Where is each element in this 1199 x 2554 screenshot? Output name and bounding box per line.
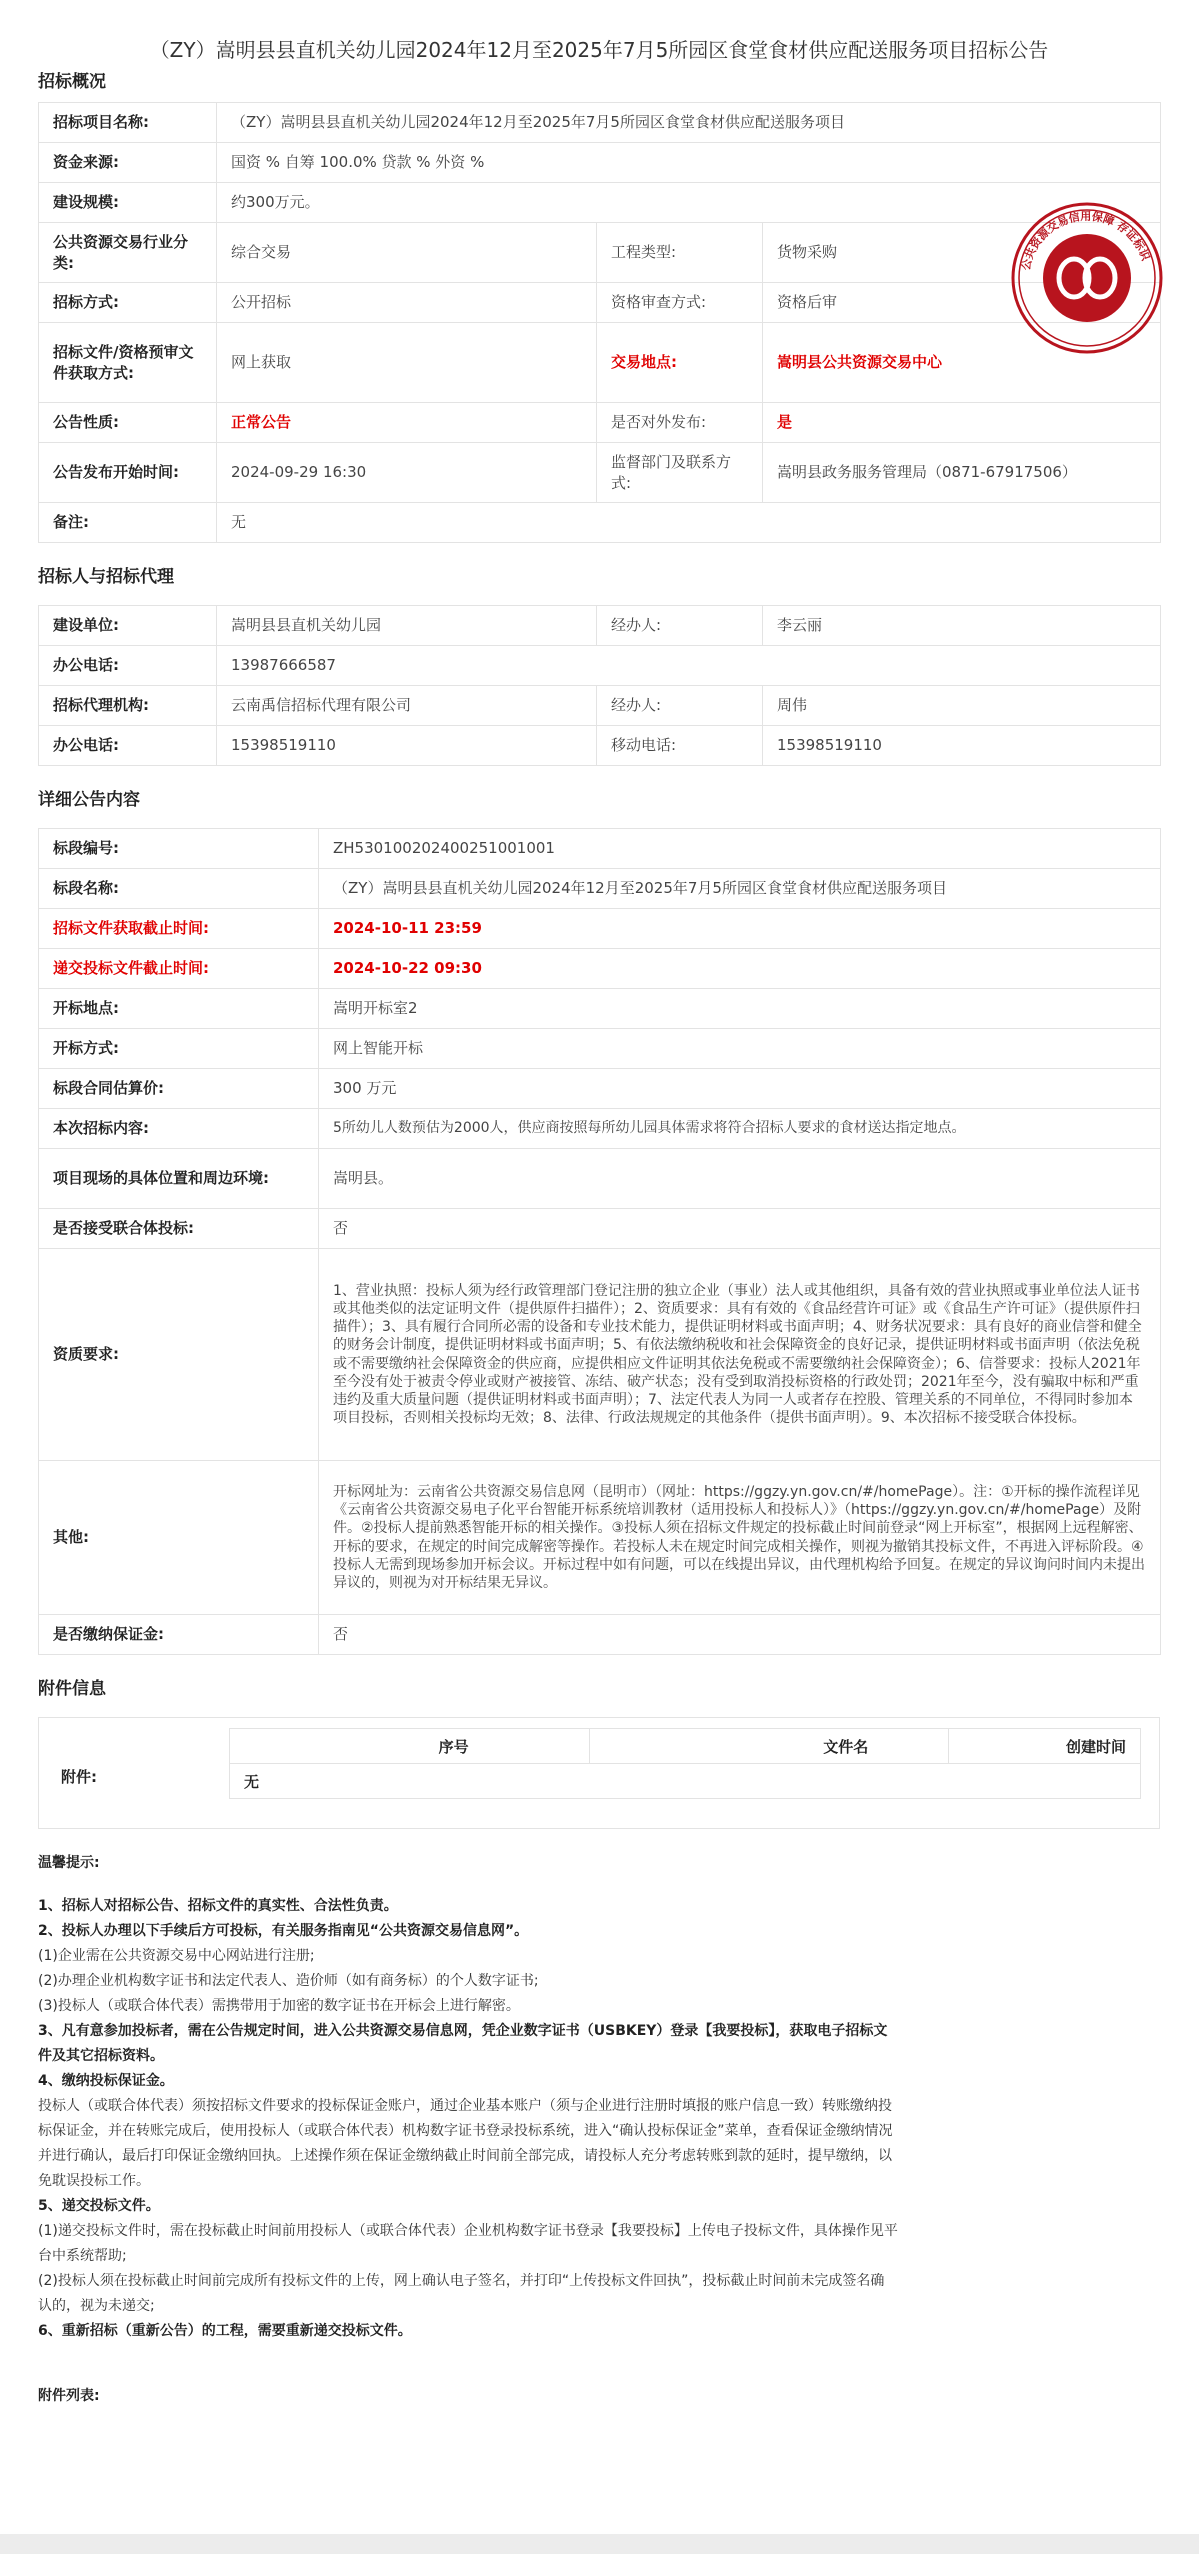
external-label: 是否对外发布: (597, 403, 763, 443)
agent-phone-value: 15398519110 (217, 726, 597, 766)
seal-text: 公共资源交易信用保障 存证标识 (1019, 209, 1153, 272)
note-6: 6、重新招标（重新公告）的工程，需要重新递交投标文件。 (38, 2323, 412, 2339)
note-3: 3、凡有意参加投标者，需在公告规定时间，进入公共资源交易信息网，凭企业数字证书（USBKEY）登录【我要投标】，获取电子招标文件及其它招标资料。 (38, 2023, 888, 2064)
other-label: 其他: (39, 1461, 319, 1615)
location-value: 嵩明县。 (319, 1149, 1161, 1209)
agent-label: 招标代理机构: (39, 686, 217, 726)
trade-place-value: 嵩明县公共资源交易中心 (763, 323, 1161, 403)
nature-label: 公告性质: (39, 403, 217, 443)
announcement-page (38, 0, 1160, 2409)
agent-value: 云南禹信招标代理有限公司 (217, 686, 597, 726)
trade-category-value: 综合交易 (217, 223, 597, 283)
trade-place-label: 交易地点: (597, 323, 763, 403)
deposit-label: 是否缴纳保证金: (39, 1615, 319, 1655)
open-place-value: 嵩明开标室2 (319, 989, 1161, 1029)
owner-phone-value: 13987666587 (217, 646, 1161, 686)
doc-get-value: 网上获取 (217, 323, 597, 403)
note-5b: (2)投标人须在投标截止时间前完成所有投标文件的上传，网上确认电子签名，并打印“上传投标文件回执”，投标截止时间前未完成签名确认的，视为未递交; (38, 2273, 885, 2314)
owner-contact-label: 经办人: (597, 606, 763, 646)
agent-contact-label: 经办人: (597, 686, 763, 726)
note-4a: 投标人（或联合体代表）须按招标文件要求的投标保证金账户，通过企业基本账户（须与企业进行注册时填报的账户信息一致）转账缴纳投标保证金，并在转账完成后，使用投标人（或联合体代表）机构数字证书登录投标系统，进入“确认投标保证金”菜单，查看保证金缴纳情况并进行确认，最后打印保证金缴纳回执。上述操作须在保证金缴纳截止时间前全部完成，请投标人充分考虑转账到款的延时，提早缴纳，以免耽误投标工作。 (38, 2098, 893, 2189)
supervisor-value: 嵩明县政务服务管理局（0871-67917506） (763, 443, 1161, 503)
lot-name-label: 标段名称: (39, 869, 319, 909)
location-label: 项目现场的具体位置和周边环境: (39, 1149, 319, 1209)
seal-icon (1009, 200, 1165, 356)
notes-heading: 温馨提示: (38, 1855, 100, 1871)
project-name-label: 招标项目名称: (39, 103, 217, 143)
attachments-label: 附件: (61, 1768, 97, 1786)
trade-category-label: 公共资源交易行业分类: (39, 223, 217, 283)
scale-value: 约300万元。 (217, 183, 1161, 223)
note-5a: (1)递交投标文件时，需在投标截止时间前用投标人（或联合体代表）企业机构数字证书登录【我要投标】上传电子投标文件，具体操作见平台中系统帮助; (38, 2223, 898, 2264)
external-value: 是 (763, 403, 1161, 443)
agent-mobile-label: 移动电话: (597, 726, 763, 766)
engineering-type-label: 工程类型: (597, 223, 763, 283)
note-2: 2、投标人办理以下手续后方可投标，有关服务指南见“公共资源交易信息网”。 (38, 1923, 529, 1939)
note-4: 4、缴纳投标保证金。 (38, 2073, 174, 2089)
content-value: 5所幼儿人数预估为2000人，供应商按照每所幼儿园具体需求将符合招标人要求的食材送达指定地点。 (319, 1109, 1161, 1149)
doc-deadline-label: 招标文件获取截止时间: (39, 909, 319, 949)
open-place-label: 开标地点: (39, 989, 319, 1029)
estimate-value: 300 万元 (319, 1069, 1161, 1109)
start-time-value: 2024-09-29 16:30 (217, 443, 597, 503)
qualification-value: 1、营业执照：投标人须为经行政管理部门登记注册的独立企业（事业）法人或其他组织，具备有效的营业执照或事业单位法人证书或其他类似的法定证明文件（提供原件扫描件）；2、资质要求：具有有效的《食品经营许可证》或《食品生产许可证》（提供原件扫描件）；3、具有履行合同所必需的设备和专业技术能力，提供证明材料或书面声明；4、财务状况要求：具有良好的商业信誉和健全的财务会计制度，提供证明材料或书面声明；5、有依法缴纳税收和社会保障资金的良好记录，提供证明材料或书面声明（依法免税或不需要缴纳社会保障资金的供应商，应提供相应文件证明其依法免税或不需要缴纳社会保障资金）；6、信誉要求：投标人2021年至今没有处于被责令停业或财产被接管、冻结、破产状态；没有受到取消投标资格的行政处罚；2021年至今，没有骗取中标和严重违约及重大质量问题（提供证明材料或书面声明）；7、法定代表人为同一人或者存在控股、管理关系的不同单位，不得同时参加本项目投标，否则相关投标均无效；8、法律、行政法规规定的其他条件（提供书面声明）。9、本次招标不接受联合体投标。 (319, 1249, 1161, 1461)
content-label: 本次招标内容: (39, 1109, 319, 1149)
note-1: 1、招标人对招标公告、招标文件的真实性、合法性负责。 (38, 1898, 398, 1914)
footer-bar (0, 2534, 1199, 2554)
note-5: 5、递交投标文件。 (38, 2198, 160, 2214)
remark-label: 备注: (39, 503, 217, 543)
credit-seal-stamp (1009, 200, 1165, 356)
fund-value: 国资 % 自筹 100.0% 贷款 % 外资 % (217, 143, 1161, 183)
agent-phone-label: 办公电话: (39, 726, 217, 766)
open-method-label: 开标方式: (39, 1029, 319, 1069)
consortium-value: 否 (319, 1209, 1161, 1249)
section-attachments-title: 附件信息 (38, 1679, 106, 1699)
open-method-value: 网上智能开标 (319, 1029, 1161, 1069)
doc-deadline-value: 2024-10-11 23:59 (319, 909, 1161, 949)
col-header-no: 序号 (230, 1729, 590, 1764)
owner-phone-label: 办公电话: (39, 646, 217, 686)
agent-contact-value: 周伟 (763, 686, 1161, 726)
remark-value: 无 (217, 503, 1161, 543)
fund-label: 资金来源: (39, 143, 217, 183)
supervisor-label: 监督部门及联系方式: (597, 443, 763, 503)
col-header-name: 文件名 (589, 1729, 949, 1764)
consortium-label: 是否接受联合体投标: (39, 1209, 319, 1249)
attachments-table (229, 1728, 1141, 1799)
start-time-label: 公告发布开始时间: (39, 443, 217, 503)
attachments-empty: 无 (230, 1764, 1141, 1799)
overview-table (38, 102, 1161, 543)
doc-get-label: 招标文件/资格预审文件获取方式: (39, 323, 217, 403)
owner-label: 建设单位: (39, 606, 217, 646)
attachments-box (38, 1717, 1160, 1829)
scale-label: 建设规模: (39, 183, 217, 223)
attachment-list-label: 附件列表: (38, 2388, 100, 2404)
note-2b: (2)办理企业机构数字证书和法定代表人、造价师（如有商务标）的个人数字证书; (38, 1973, 539, 1989)
agent-mobile-value: 15398519110 (763, 726, 1161, 766)
lot-no-value: ZH5301002024002510010​01 (319, 829, 1161, 869)
bid-deadline-label: 递交投标文件截止时间: (39, 949, 319, 989)
note-2c: (3)投标人（或联合体代表）需携带用于加密的数字证书在开标会上进行解密。 (38, 1998, 520, 2014)
page-title: （ZY）嵩明县县直机关幼儿园2024年12月至2025年7月5所园区食堂食材供应配送服务项目招标公告 (149, 38, 1049, 62)
estimate-label: 标段合同估算价: (39, 1069, 319, 1109)
lot-no-label: 标段编号: (39, 829, 319, 869)
lot-name-value: （ZY）嵩明县县直机关幼儿园2024年12月至2025年7月5所园区食堂食材供应配送服务项目 (319, 869, 1161, 909)
note-2a: (1)企业需在公共资源交易中心网站进行注册; (38, 1948, 315, 1964)
qualification-label: 资质要求: (39, 1249, 319, 1461)
notes-block (38, 1851, 898, 2409)
method-value: 公开招标 (217, 283, 597, 323)
parties-table (38, 605, 1161, 766)
section-detail-title: 详细公告内容 (38, 790, 140, 810)
method-label: 招标方式: (39, 283, 217, 323)
nature-value: 正常公告 (217, 403, 597, 443)
bid-deadline-value: 2024-10-22 09:30 (319, 949, 1161, 989)
other-value: 开标网址为：云南省公共资源交易信息网（昆明市）（网址：https://ggzy.yn.gov.cn/#/homePage）。注：①开标的操作流程详见《云南省公共资源交易电子化平台智能开标系统培训教材（适用投标人和投标人）》（https://ggzy.yn.gov.cn/#/homePage）及附件。②投标人提前熟悉智能开标的相关操作。③投标人须在招标文件规定的投标截止时间前登录“网上开标室”，根据网上远程解密、开标的要求，在规定的时间完成解密等操作。若投标人未在规定时间完成相关操作，则视为撤销其投标文件，不再进入评标阶段。④投标人无需到现场参加开标会议。开标过程中如有问题，可以在线提出异议，由代理机构给予回复。在规定的异议询问时间内未提出异议的，则视为对开标结果无异议。 (319, 1461, 1161, 1615)
review-value: 资格后审 (763, 283, 1161, 323)
review-label: 资格审查方式: (597, 283, 763, 323)
engineering-type-value: 货物采购 (763, 223, 1161, 283)
project-name-value: （ZY）嵩明县县直机关幼儿园2024年12月至2025年7月5所园区食堂食材供应配送服务项目 (217, 103, 1161, 143)
section-overview-title: 招标概况 (38, 72, 106, 92)
owner-value: 嵩明县县直机关幼儿园 (217, 606, 597, 646)
section-parties-title: 招标人与招标代理 (38, 567, 174, 587)
owner-contact-value: 李云丽 (763, 606, 1161, 646)
col-header-time: 创建时间 (949, 1729, 1141, 1764)
deposit-value: 否 (319, 1615, 1161, 1655)
detail-table (38, 828, 1161, 1655)
